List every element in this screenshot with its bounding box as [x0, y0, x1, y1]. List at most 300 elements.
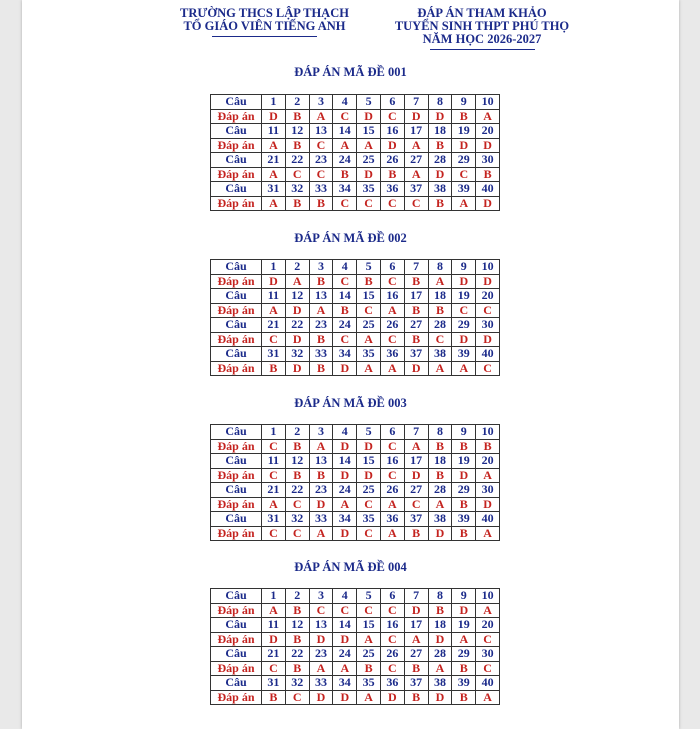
- answer-cell: B: [452, 439, 476, 454]
- answer-row: [211, 526, 500, 541]
- question-number: 19: [452, 289, 476, 304]
- question-label: Câu: [211, 289, 262, 304]
- question-number: 16: [380, 124, 404, 139]
- answer-cell: A: [309, 526, 333, 541]
- question-number: 19: [452, 618, 476, 633]
- answer-cell: D: [428, 690, 452, 705]
- answer-cell: B: [285, 661, 309, 676]
- answer-cell: C: [452, 303, 476, 318]
- question-number: 18: [428, 618, 452, 633]
- answer-cell: B: [309, 361, 333, 376]
- answer-label: Đáp án: [211, 661, 262, 676]
- question-number: 4: [333, 260, 357, 275]
- answer-cell: A: [428, 497, 452, 512]
- question-number: 30: [476, 483, 500, 498]
- question-number: 24: [333, 483, 357, 498]
- question-number: 15: [357, 454, 381, 469]
- question-number: 6: [380, 589, 404, 604]
- question-number: 38: [428, 676, 452, 691]
- question-number: 30: [476, 153, 500, 168]
- question-number: 35: [357, 512, 381, 527]
- question-row: [211, 347, 500, 362]
- question-number: 36: [380, 676, 404, 691]
- answer-cell: B: [333, 303, 357, 318]
- answer-cell: A: [452, 196, 476, 211]
- answer-label: Đáp án: [211, 332, 262, 347]
- answer-cell: B: [309, 468, 333, 483]
- answer-label: Đáp án: [211, 303, 262, 318]
- answer-row: [211, 632, 500, 647]
- question-number: 10: [476, 260, 500, 275]
- question-number: 37: [404, 182, 428, 197]
- question-number: 31: [262, 512, 286, 527]
- answer-cell: C: [285, 497, 309, 512]
- answer-row: [211, 138, 500, 153]
- answer-cell: B: [285, 468, 309, 483]
- question-number: 28: [428, 483, 452, 498]
- answer-row: [211, 109, 500, 124]
- answer-cell: A: [452, 632, 476, 647]
- document-page: [22, 0, 679, 729]
- answer-cell: C: [357, 603, 381, 618]
- question-row: [211, 647, 500, 662]
- answer-label: Đáp án: [211, 109, 262, 124]
- question-number: 22: [285, 483, 309, 498]
- answer-cell: D: [404, 603, 428, 618]
- question-number: 2: [285, 425, 309, 440]
- answer-cell: A: [380, 303, 404, 318]
- question-number: 26: [380, 153, 404, 168]
- answer-cell: A: [309, 109, 333, 124]
- question-number: 26: [380, 483, 404, 498]
- question-row: [211, 289, 500, 304]
- question-number: 9: [452, 260, 476, 275]
- question-number: 6: [380, 425, 404, 440]
- answer-cell: B: [380, 167, 404, 182]
- section-title: ĐÁP ÁN MÃ ĐỀ 001: [294, 65, 407, 79]
- answer-cell: A: [476, 603, 500, 618]
- answer-row: [211, 274, 500, 289]
- question-number: 20: [476, 124, 500, 139]
- question-number: 1: [262, 589, 286, 604]
- answer-cell: B: [262, 690, 286, 705]
- header-underline: [212, 36, 317, 37]
- question-number: 38: [428, 512, 452, 527]
- answer-cell: B: [285, 138, 309, 153]
- answer-cell: D: [428, 167, 452, 182]
- answer-cell: D: [333, 526, 357, 541]
- question-number: 13: [309, 618, 333, 633]
- question-number: 39: [452, 347, 476, 362]
- question-number: 15: [357, 124, 381, 139]
- question-number: 20: [476, 289, 500, 304]
- answer-cell: D: [428, 526, 452, 541]
- answer-row: [211, 603, 500, 618]
- answer-cell: C: [357, 497, 381, 512]
- question-number: 18: [428, 454, 452, 469]
- answer-cell: A: [428, 361, 452, 376]
- question-number: 11: [262, 454, 286, 469]
- answer-cell: B: [404, 332, 428, 347]
- answer-cell: D: [262, 632, 286, 647]
- answer-cell: D: [452, 603, 476, 618]
- answer-cell: C: [380, 632, 404, 647]
- question-number: 32: [285, 347, 309, 362]
- answer-cell: D: [476, 332, 500, 347]
- answer-cell: C: [380, 439, 404, 454]
- answer-cell: B: [452, 526, 476, 541]
- question-number: 21: [262, 647, 286, 662]
- question-number: 24: [333, 647, 357, 662]
- answer-cell: A: [333, 661, 357, 676]
- answer-label: Đáp án: [211, 439, 262, 454]
- question-number: 13: [309, 124, 333, 139]
- section-title: ĐÁP ÁN MÃ ĐỀ 003: [294, 396, 407, 410]
- answer-cell: B: [357, 274, 381, 289]
- answer-cell: D: [357, 109, 381, 124]
- question-row: [211, 318, 500, 333]
- question-number: 37: [404, 676, 428, 691]
- answer-cell: A: [262, 303, 286, 318]
- question-number: 18: [428, 289, 452, 304]
- answer-row: [211, 167, 500, 182]
- question-number: 34: [333, 512, 357, 527]
- exam-header: [382, 7, 582, 50]
- question-number: 20: [476, 454, 500, 469]
- question-number: 21: [262, 318, 286, 333]
- question-number: 33: [309, 182, 333, 197]
- question-number: 8: [428, 589, 452, 604]
- question-number: 4: [333, 95, 357, 110]
- question-number: 5: [357, 95, 381, 110]
- question-row: [211, 95, 500, 110]
- answer-cell: C: [333, 603, 357, 618]
- answer-cell: B: [404, 303, 428, 318]
- question-number: 20: [476, 618, 500, 633]
- answer-cell: D: [309, 632, 333, 647]
- answer-cell: A: [309, 303, 333, 318]
- question-number: 17: [404, 454, 428, 469]
- answer-cell: B: [285, 603, 309, 618]
- question-number: 5: [357, 260, 381, 275]
- question-number: 29: [452, 153, 476, 168]
- answer-cell: A: [309, 661, 333, 676]
- question-number: 8: [428, 95, 452, 110]
- answer-cell: A: [380, 497, 404, 512]
- answer-cell: B: [476, 167, 500, 182]
- question-number: 26: [380, 318, 404, 333]
- answer-cell: B: [428, 303, 452, 318]
- answer-cell: C: [452, 167, 476, 182]
- answer-cell: C: [380, 109, 404, 124]
- question-label: Câu: [211, 483, 262, 498]
- question-number: 21: [262, 483, 286, 498]
- question-number: 35: [357, 182, 381, 197]
- question-number: 23: [309, 153, 333, 168]
- question-number: 13: [309, 454, 333, 469]
- question-row: [211, 512, 500, 527]
- question-label: Câu: [211, 124, 262, 139]
- question-number: 29: [452, 647, 476, 662]
- answer-cell: C: [333, 109, 357, 124]
- question-number: 17: [404, 289, 428, 304]
- question-number: 4: [333, 425, 357, 440]
- question-number: 5: [357, 589, 381, 604]
- question-number: 4: [333, 589, 357, 604]
- question-row: [211, 425, 500, 440]
- question-number: 24: [333, 318, 357, 333]
- school-year: NĂM HỌC 2026-2027: [422, 32, 542, 46]
- answer-table: [210, 259, 500, 376]
- answer-label: Đáp án: [211, 274, 262, 289]
- question-number: 1: [262, 260, 286, 275]
- answer-cell: C: [285, 167, 309, 182]
- answer-cell: A: [404, 439, 428, 454]
- answer-cell: A: [476, 690, 500, 705]
- question-number: 14: [333, 289, 357, 304]
- answer-cell: B: [428, 439, 452, 454]
- answer-cell: B: [285, 439, 309, 454]
- answer-cell: D: [333, 468, 357, 483]
- answer-cell: B: [428, 468, 452, 483]
- question-number: 1: [262, 95, 286, 110]
- question-number: 23: [309, 647, 333, 662]
- question-number: 16: [380, 618, 404, 633]
- question-number: 3: [309, 425, 333, 440]
- answer-cell: B: [333, 167, 357, 182]
- question-number: 2: [285, 95, 309, 110]
- answer-row: [211, 439, 500, 454]
- question-label: Câu: [211, 589, 262, 604]
- answer-cell: D: [404, 361, 428, 376]
- answer-cell: D: [404, 109, 428, 124]
- answer-cell: C: [476, 632, 500, 647]
- question-number: 40: [476, 512, 500, 527]
- question-number: 19: [452, 124, 476, 139]
- answer-cell: D: [452, 138, 476, 153]
- answer-cell: C: [262, 332, 286, 347]
- question-number: 9: [452, 589, 476, 604]
- answer-cell: C: [404, 196, 428, 211]
- answer-label: Đáp án: [211, 196, 262, 211]
- question-number: 36: [380, 182, 404, 197]
- answer-cell: D: [285, 303, 309, 318]
- answer-cell: A: [404, 167, 428, 182]
- answer-label: Đáp án: [211, 497, 262, 512]
- answer-cell: D: [333, 632, 357, 647]
- question-label: Câu: [211, 260, 262, 275]
- question-label: Câu: [211, 454, 262, 469]
- question-number: 3: [309, 589, 333, 604]
- question-label: Câu: [211, 347, 262, 362]
- answer-cell: C: [309, 138, 333, 153]
- answer-cell: C: [262, 661, 286, 676]
- question-number: 32: [285, 676, 309, 691]
- question-number: 29: [452, 483, 476, 498]
- question-number: 14: [333, 124, 357, 139]
- answer-cell: D: [452, 332, 476, 347]
- question-number: 11: [262, 289, 286, 304]
- answer-cell: C: [380, 603, 404, 618]
- question-label: Câu: [211, 318, 262, 333]
- question-number: 2: [285, 589, 309, 604]
- answer-cell: C: [404, 497, 428, 512]
- answer-cell: B: [262, 361, 286, 376]
- answer-label: Đáp án: [211, 468, 262, 483]
- exam-name: TUYỂN SINH THPT PHÚ THỌ: [394, 19, 570, 33]
- answer-cell: A: [357, 690, 381, 705]
- question-number: 27: [404, 318, 428, 333]
- answer-cell: B: [285, 196, 309, 211]
- answer-cell: A: [476, 109, 500, 124]
- question-number: 21: [262, 153, 286, 168]
- answer-row: [211, 468, 500, 483]
- answer-cell: C: [357, 526, 381, 541]
- answer-cell: A: [357, 332, 381, 347]
- question-number: 10: [476, 95, 500, 110]
- answer-cell: D: [309, 690, 333, 705]
- question-number: 39: [452, 182, 476, 197]
- question-number: 22: [285, 153, 309, 168]
- question-number: 28: [428, 318, 452, 333]
- answer-cell: A: [285, 274, 309, 289]
- question-number: 39: [452, 676, 476, 691]
- answer-cell: B: [309, 274, 333, 289]
- answer-cell: A: [262, 167, 286, 182]
- answer-cell: D: [262, 274, 286, 289]
- question-number: 26: [380, 647, 404, 662]
- question-number: 11: [262, 618, 286, 633]
- answer-cell: A: [404, 632, 428, 647]
- answer-label: Đáp án: [211, 632, 262, 647]
- answer-cell: A: [262, 138, 286, 153]
- answer-cell: A: [476, 468, 500, 483]
- question-number: 1: [262, 425, 286, 440]
- question-number: 40: [476, 347, 500, 362]
- section-title: ĐÁP ÁN MÃ ĐỀ 002: [294, 231, 407, 245]
- question-number: 35: [357, 347, 381, 362]
- question-number: 3: [309, 260, 333, 275]
- answer-cell: C: [262, 439, 286, 454]
- school-name: TRƯỜNG THCS LẬP THẠCH: [180, 6, 349, 20]
- answer-cell: A: [357, 138, 381, 153]
- answer-cell: B: [428, 138, 452, 153]
- answer-cell: D: [333, 439, 357, 454]
- answer-row: [211, 361, 500, 376]
- question-number: 32: [285, 512, 309, 527]
- question-number: 9: [452, 95, 476, 110]
- answer-cell: A: [428, 661, 452, 676]
- answer-cell: C: [380, 196, 404, 211]
- answer-cell: C: [285, 526, 309, 541]
- question-number: 12: [285, 618, 309, 633]
- answer-label: Đáp án: [211, 526, 262, 541]
- answer-cell: A: [380, 526, 404, 541]
- doc-title: ĐÁP ÁN THAM KHẢO: [417, 6, 547, 20]
- answer-cell: D: [309, 497, 333, 512]
- question-number: 36: [380, 512, 404, 527]
- answer-row: [211, 661, 500, 676]
- question-label: Câu: [211, 647, 262, 662]
- answer-cell: C: [380, 274, 404, 289]
- answer-cell: B: [285, 109, 309, 124]
- question-number: 29: [452, 318, 476, 333]
- answer-cell: D: [428, 632, 452, 647]
- question-number: 34: [333, 676, 357, 691]
- question-number: 23: [309, 483, 333, 498]
- answer-row: [211, 303, 500, 318]
- header-underline: [430, 49, 535, 50]
- question-number: 39: [452, 512, 476, 527]
- answer-cell: D: [285, 332, 309, 347]
- question-row: [211, 618, 500, 633]
- answer-cell: B: [404, 526, 428, 541]
- question-number: 33: [309, 512, 333, 527]
- answer-cell: A: [333, 497, 357, 512]
- answer-cell: B: [452, 109, 476, 124]
- question-number: 40: [476, 182, 500, 197]
- question-row: [211, 483, 500, 498]
- question-number: 14: [333, 618, 357, 633]
- question-number: 31: [262, 182, 286, 197]
- question-number: 27: [404, 483, 428, 498]
- answer-cell: A: [452, 361, 476, 376]
- answer-cell: D: [452, 468, 476, 483]
- answer-row: [211, 690, 500, 705]
- question-row: [211, 260, 500, 275]
- question-number: 18: [428, 124, 452, 139]
- question-number: 17: [404, 124, 428, 139]
- question-number: 5: [357, 425, 381, 440]
- answer-cell: A: [333, 138, 357, 153]
- question-number: 34: [333, 347, 357, 362]
- question-label: Câu: [211, 182, 262, 197]
- question-number: 7: [404, 589, 428, 604]
- question-label: Câu: [211, 425, 262, 440]
- answer-cell: A: [357, 361, 381, 376]
- question-number: 25: [357, 318, 381, 333]
- answer-cell: B: [452, 661, 476, 676]
- answer-label: Đáp án: [211, 361, 262, 376]
- answer-cell: C: [476, 661, 500, 676]
- answer-cell: C: [333, 332, 357, 347]
- question-number: 6: [380, 260, 404, 275]
- question-number: 36: [380, 347, 404, 362]
- question-number: 32: [285, 182, 309, 197]
- answer-cell: C: [380, 661, 404, 676]
- answer-cell: A: [380, 361, 404, 376]
- answer-cell: A: [262, 497, 286, 512]
- answer-cell: C: [357, 303, 381, 318]
- answer-cell: C: [285, 690, 309, 705]
- answer-cell: C: [262, 468, 286, 483]
- question-number: 10: [476, 589, 500, 604]
- answer-cell: B: [404, 661, 428, 676]
- answer-cell: B: [428, 603, 452, 618]
- question-number: 12: [285, 124, 309, 139]
- question-number: 34: [333, 182, 357, 197]
- question-number: 14: [333, 454, 357, 469]
- question-number: 25: [357, 483, 381, 498]
- answer-label: Đáp án: [211, 690, 262, 705]
- answer-cell: C: [357, 196, 381, 211]
- answer-cell: A: [476, 526, 500, 541]
- question-number: 28: [428, 647, 452, 662]
- answer-cell: A: [428, 274, 452, 289]
- question-number: 31: [262, 347, 286, 362]
- answer-cell: D: [452, 274, 476, 289]
- question-number: 7: [404, 95, 428, 110]
